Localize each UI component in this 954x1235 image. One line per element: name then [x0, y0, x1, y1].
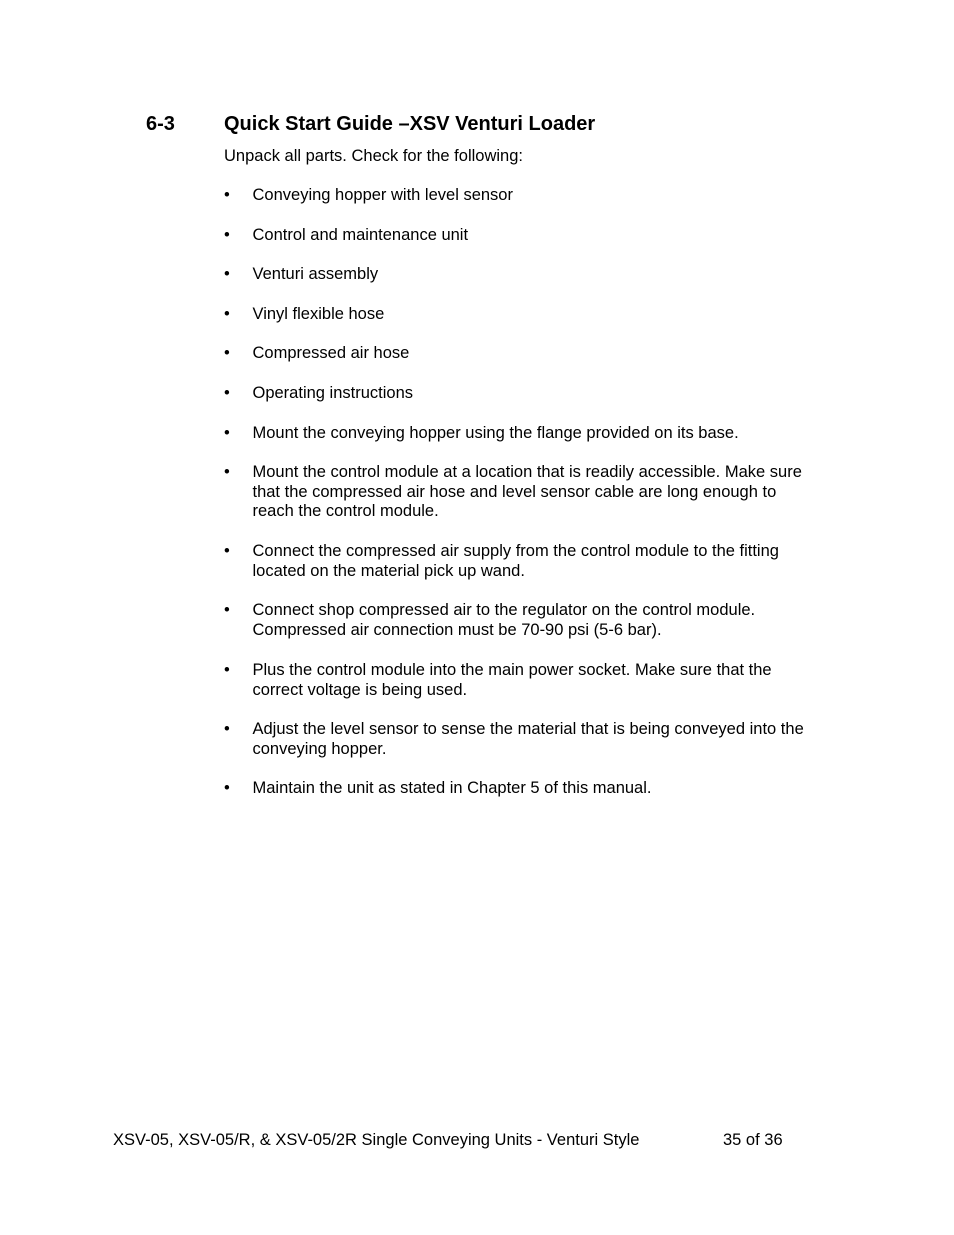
list-item-text	[253, 779, 835, 799]
footer-document-title: XSV-05, XSV-05/R, & XSV-05/2R Single Conveying Units - Venturi Style	[113, 1131, 640, 1149]
list-item-text	[253, 344, 835, 364]
bullet-icon: •	[224, 186, 230, 204]
list-item-text	[253, 226, 835, 246]
list-item-line: conveying hopper.	[252, 739, 387, 758]
list-item	[224, 779, 834, 799]
list-item	[224, 424, 834, 444]
list-item-line: Conveying hopper with level sensor	[252, 186, 513, 204]
section-number: 6-3	[146, 113, 175, 135]
list-item-line: Plus the control module into the main power socket. Make sure that the	[252, 661, 772, 679]
list-item-line: Control and maintenance unit	[252, 226, 469, 244]
list-item-text	[253, 720, 835, 759]
list-item	[224, 463, 834, 522]
list-item	[224, 186, 834, 206]
list-item-line: Venturi assembly	[252, 265, 379, 283]
bullet-icon: •	[224, 265, 230, 283]
list-item-text	[253, 463, 835, 522]
list-item-line: Adjust the level sensor to sense the material that is being conveyed into the	[252, 720, 804, 738]
section-title: Quick Start Guide –XSV Venturi Loader	[224, 113, 596, 135]
list-item-text	[253, 542, 835, 581]
list-item	[224, 661, 834, 700]
bullet-icon: •	[224, 720, 230, 738]
list-item-line: Compressed air hose	[252, 344, 410, 362]
list-item	[224, 226, 834, 246]
bullet-icon: •	[224, 463, 230, 481]
list-item-line: reach the control module.	[252, 502, 439, 521]
list-item	[224, 720, 834, 759]
bullet-icon: •	[224, 661, 230, 679]
list-item-line: that the compressed air hose and level sensor cable are long enough to	[252, 482, 777, 501]
bullet-icon: •	[224, 424, 230, 442]
list-item	[224, 384, 834, 404]
list-item-text	[253, 601, 835, 640]
list-item-text	[253, 661, 835, 700]
bullet-icon: •	[224, 226, 230, 244]
list-item-text	[253, 265, 835, 285]
list-item-line: Compressed air connection must be 70-90 psi (5-6 bar).	[252, 620, 662, 639]
bullet-icon: •	[224, 344, 230, 362]
list-item-line: Maintain the unit as stated in Chapter 5 of this manual.	[252, 779, 652, 797]
list-item-text	[253, 384, 835, 404]
list-item-line: Operating instructions	[252, 384, 413, 402]
footer-page-number: 35 of 36	[723, 1131, 783, 1149]
list-item-line: Mount the control module at a location that is readily accessible. Make sure	[252, 463, 802, 481]
list-item-line: located on the material pick up wand.	[252, 561, 525, 580]
list-item	[224, 305, 834, 325]
list-item-line: Mount the conveying hopper using the flange provided on its base.	[252, 424, 739, 442]
list-item-line: Connect the compressed air supply from the control module to the fitting	[252, 542, 779, 560]
list-item	[224, 601, 834, 640]
bullet-icon: •	[224, 384, 230, 402]
list-item	[224, 265, 834, 285]
bullet-icon: •	[224, 305, 230, 323]
list-item	[224, 542, 834, 581]
bullet-icon: •	[224, 779, 230, 797]
list-item	[224, 344, 834, 364]
list-item-text	[253, 424, 835, 444]
list-item-text	[253, 305, 835, 325]
bullet-icon: •	[224, 542, 230, 560]
list-item-line: correct voltage is being used.	[252, 680, 468, 699]
intro-text: Unpack all parts. Check for the following:	[224, 147, 523, 165]
list-item-text	[253, 186, 835, 206]
list-item-line: Connect shop compressed air to the regulator on the control module.	[252, 601, 756, 619]
list-item-line: Vinyl flexible hose	[252, 305, 385, 323]
bullet-icon: •	[224, 601, 230, 619]
